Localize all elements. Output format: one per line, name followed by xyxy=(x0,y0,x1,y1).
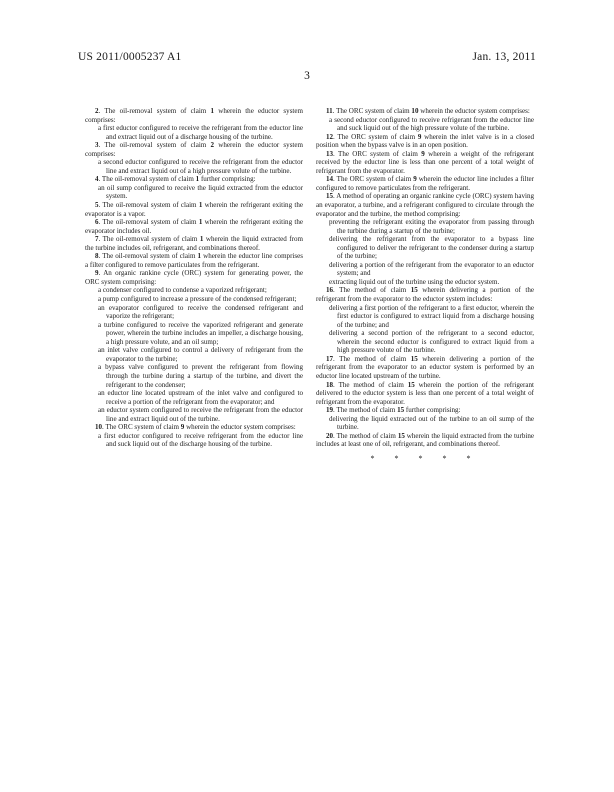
claim-text-rest: further comprising: xyxy=(199,175,256,184)
claim-element: a turbine configured to receive the vaporized refrigerant and generate power, wherein the turbine includes an impeller, a discharge housing, a high pressure volute, and an oil sump; xyxy=(98,320,303,346)
end-of-document-mark: * * * * * xyxy=(370,453,480,463)
claim-paragraph xyxy=(316,381,534,407)
claim-text-rest: wherein a weight of the refrigerant received by the eductor line is less than one percent of a total weight of refrigerant from the evaporator. xyxy=(316,149,534,175)
claim-paragraph xyxy=(85,235,303,252)
claim-text: . The ORC system of claim xyxy=(333,149,422,158)
claim-text: . The oil-removal system of claim xyxy=(98,218,199,227)
claim-text-rest: wherein the liquid extracted from the turbine includes at least one of oil, refrigerant, and combinations thereof. xyxy=(316,431,535,449)
claim-number: 4 xyxy=(95,175,99,184)
claim-element: an oil sump configured to receive the liquid extracted from the eductor system. xyxy=(98,183,303,201)
claim-number: 12 xyxy=(326,132,334,141)
claim-element: preventing the refrigerant exiting the evaporator from passing through the turbine during a startup of the turbine; xyxy=(329,218,534,235)
claim-reference: 1 xyxy=(197,252,202,261)
claim-element: delivering a portion of the refrigerant from the evaporator to an eductor system; and xyxy=(329,260,534,278)
claim-text: . The oil-removal system of claim xyxy=(98,107,211,115)
left-column xyxy=(85,107,303,449)
claim-number: 19 xyxy=(326,406,334,415)
claim-text: . The oil-removal system of claim xyxy=(98,235,200,244)
claim-number: 2 xyxy=(95,107,99,115)
claim-element: a bypass valve configured to prevent the refrigerant from flowing through the turbine during a startup of the turbine, and divert the refrigerant to the condenser; xyxy=(98,363,303,389)
claim-number: 13 xyxy=(326,149,334,158)
claim-number: 16 xyxy=(326,286,334,295)
claim-text: . The oil-removal system of claim xyxy=(98,175,196,184)
claim-text-rest: wherein the eductor line comprises a filter configured to remove particulates from the refrigerant. xyxy=(85,252,303,269)
claim-element: extracting liquid out of the turbine using the eductor system. xyxy=(329,277,500,286)
claim-element: a second eductor configured to receive the refrigerant from the eductor line and extract liquid out of a high pressure volute of the turbine. xyxy=(98,158,303,175)
claim-text: . The method of claim xyxy=(333,380,408,389)
claim-paragraph xyxy=(316,355,534,381)
claim-text: . The method of claim xyxy=(333,354,411,363)
claim-number: 9 xyxy=(95,269,99,278)
claim-reference: 15 xyxy=(397,406,405,415)
claim-paragraph xyxy=(316,286,534,303)
claim-paragraph xyxy=(316,150,534,176)
claim-text-rest: wherein the inlet valve is in a closed position when the bypass valve is in an open position. xyxy=(316,132,535,150)
claim-number: 7 xyxy=(95,235,99,244)
claim-text-rest: wherein the liquid extracted from the turbine includes oil, refrigerant, and combinations thereof. xyxy=(85,235,303,252)
claim-element: a first eductor configured to receive the refrigerant from the eductor line and extract liquid out of a discharge housing of the turbine. xyxy=(98,124,303,141)
claim-text-rest: wherein the portion of the refrigerant delivered to the eductor system is less than one percent of a total weight of refrigerant from the evaporator. xyxy=(316,380,534,406)
claim-text: . The oil-removal system of claim xyxy=(98,252,198,261)
claim-reference: 1 xyxy=(198,201,203,210)
claim-number: 17 xyxy=(326,354,334,363)
claim-text: . The ORC system of claim xyxy=(333,132,418,141)
claim-paragraph xyxy=(316,107,534,116)
claim-reference: 2 xyxy=(210,141,215,150)
claim-paragraph xyxy=(85,218,303,235)
claim-number: 18 xyxy=(326,380,334,389)
claim-reference: 9 xyxy=(180,423,185,432)
claim-paragraph xyxy=(316,192,534,218)
claim-paragraph xyxy=(85,252,303,269)
claim-element: an eductor system configured to receive the refrigerant from the eductor line and extract liquid out of the turbine. xyxy=(98,406,303,423)
claim-text: . The oil-removal system of claim xyxy=(98,141,211,150)
claim-text: . The method of claim xyxy=(333,431,398,440)
claim-element: a condenser configured to condense a vaporized refrigerant; xyxy=(98,286,267,295)
claim-paragraph xyxy=(85,201,303,218)
claim-paragraph xyxy=(85,141,303,158)
claim-element: delivering the refrigerant from the evaporator to a bypass line configured to deliver the refrigerant to the condenser during a startup of the turbine; xyxy=(329,235,534,261)
claim-paragraph xyxy=(316,133,534,150)
claim-text-rest: wherein the refrigerant exiting the evaporator includes oil. xyxy=(85,218,303,235)
publication-date: Jan. 13, 2011 xyxy=(472,51,536,63)
claim-reference: 1 xyxy=(198,218,203,227)
claim-text: . The ORC system of claim xyxy=(102,423,181,432)
claim-text-rest: further comprising: xyxy=(404,406,461,415)
publication-number: US 2011/0005237 A1 xyxy=(78,51,182,63)
claim-element: delivering the liquid extracted out of the turbine to an oil sump of the turbine. xyxy=(329,414,534,432)
claim-text: . An organic rankine cycle (ORC) system for generating power, the ORC system comprising: xyxy=(85,269,303,286)
claim-number: 3 xyxy=(95,141,99,150)
claim-element: an inlet valve configured to control a delivery of refrigerant from the evaporator to the turbine; xyxy=(98,346,303,363)
claim-element: delivering a second portion of the refrigerant to a second eductor, wherein the second eductor is configured to extract liquid from a high pressure volute of the turbine. xyxy=(329,329,534,355)
claim-reference: 1 xyxy=(195,175,200,184)
claim-text: . The ORC system of claim xyxy=(333,175,414,184)
claim-number: 6 xyxy=(95,218,99,227)
claim-reference: 1 xyxy=(199,235,204,244)
claim-reference: 15 xyxy=(410,354,418,363)
claim-paragraph xyxy=(85,175,303,184)
claim-paragraph xyxy=(316,432,534,449)
claim-paragraph xyxy=(85,423,303,432)
claim-number: 10 xyxy=(95,423,103,432)
claim-text-rest: wherein the eductor system comprises: xyxy=(184,423,296,432)
claim-element: an evaporator configured to receive the condensed refrigerant and vaporize the refrigerant; xyxy=(98,303,303,321)
claim-element: a pump configured to increase a pressure of the condensed refrigerant; xyxy=(98,295,297,304)
claim-text: . The method of claim xyxy=(333,286,411,295)
claim-reference: 15 xyxy=(407,380,415,389)
claim-paragraph xyxy=(316,406,534,415)
claim-text-rest: wherein the eductor system comprises: xyxy=(85,141,303,158)
claim-text: . A method of operating an organic rankine cycle (ORC) system having an evaporator, a turbine, and a refrigerant configured to circulate through the evaporator and the turbine, the method comprising: xyxy=(316,192,534,218)
claim-reference: 1 xyxy=(210,107,215,115)
right-column xyxy=(316,107,534,463)
claim-number: 20 xyxy=(326,431,334,440)
claim-number: 8 xyxy=(95,252,99,261)
claim-reference: 9 xyxy=(417,132,422,141)
claim-paragraph xyxy=(85,107,303,124)
claim-reference: 10 xyxy=(411,107,419,115)
claim-text: . The oil-removal system of claim xyxy=(98,201,199,210)
claim-element: an eductor line located upstream of the inlet valve and configured to receive a portion of the refrigerant from the evaporator; and xyxy=(98,389,303,406)
claim-text: . The ORC system of claim xyxy=(332,107,412,115)
claim-paragraph xyxy=(85,269,303,286)
claim-text-rest: wherein delivering a portion of the refrigerant from the evaporator to the eductor system includes: xyxy=(316,286,534,304)
claim-text-rest: wherein the eductor system comprises: xyxy=(85,107,303,124)
claim-element: delivering a first portion of the refrigerant to a first eductor, wherein the first eductor is configured to extract liquid from a discharge housing of the turbine; and xyxy=(329,303,534,329)
claim-number: 5 xyxy=(95,201,99,210)
claim-text-rest: wherein delivering a portion of the refrigerant from the evaporator to an eductor system is performed by an eductor line located upstream of the turbine. xyxy=(316,354,534,380)
claim-reference: 9 xyxy=(421,149,425,158)
claim-number: 15 xyxy=(326,192,334,201)
claim-text-rest: wherein the eductor system comprises: xyxy=(418,107,530,115)
claim-reference: 15 xyxy=(410,286,418,295)
claim-text: . The method of claim xyxy=(333,406,398,415)
claim-text-rest: wherein the eductor line includes a filter configured to remove particulates from the refrigerant. xyxy=(316,175,535,192)
claim-element: a first eductor configured to receive refrigerant from the eductor line and suck liquid out of the discharge housing of the turbine. xyxy=(98,431,303,449)
claim-reference: 9 xyxy=(413,175,417,184)
claim-paragraph xyxy=(316,175,534,192)
claim-text-rest: wherein the refrigerant exiting the evaporator is a vapor. xyxy=(85,201,303,218)
claim-reference: 15 xyxy=(397,431,405,440)
claim-number: 11 xyxy=(326,107,333,115)
claim-number: 14 xyxy=(326,175,334,184)
page-number: 3 xyxy=(304,70,310,82)
claim-element: a second eductor configured to receive refrigerant from the eductor line and suck liquid out of the high pressure volute of the turbine. xyxy=(329,115,534,133)
